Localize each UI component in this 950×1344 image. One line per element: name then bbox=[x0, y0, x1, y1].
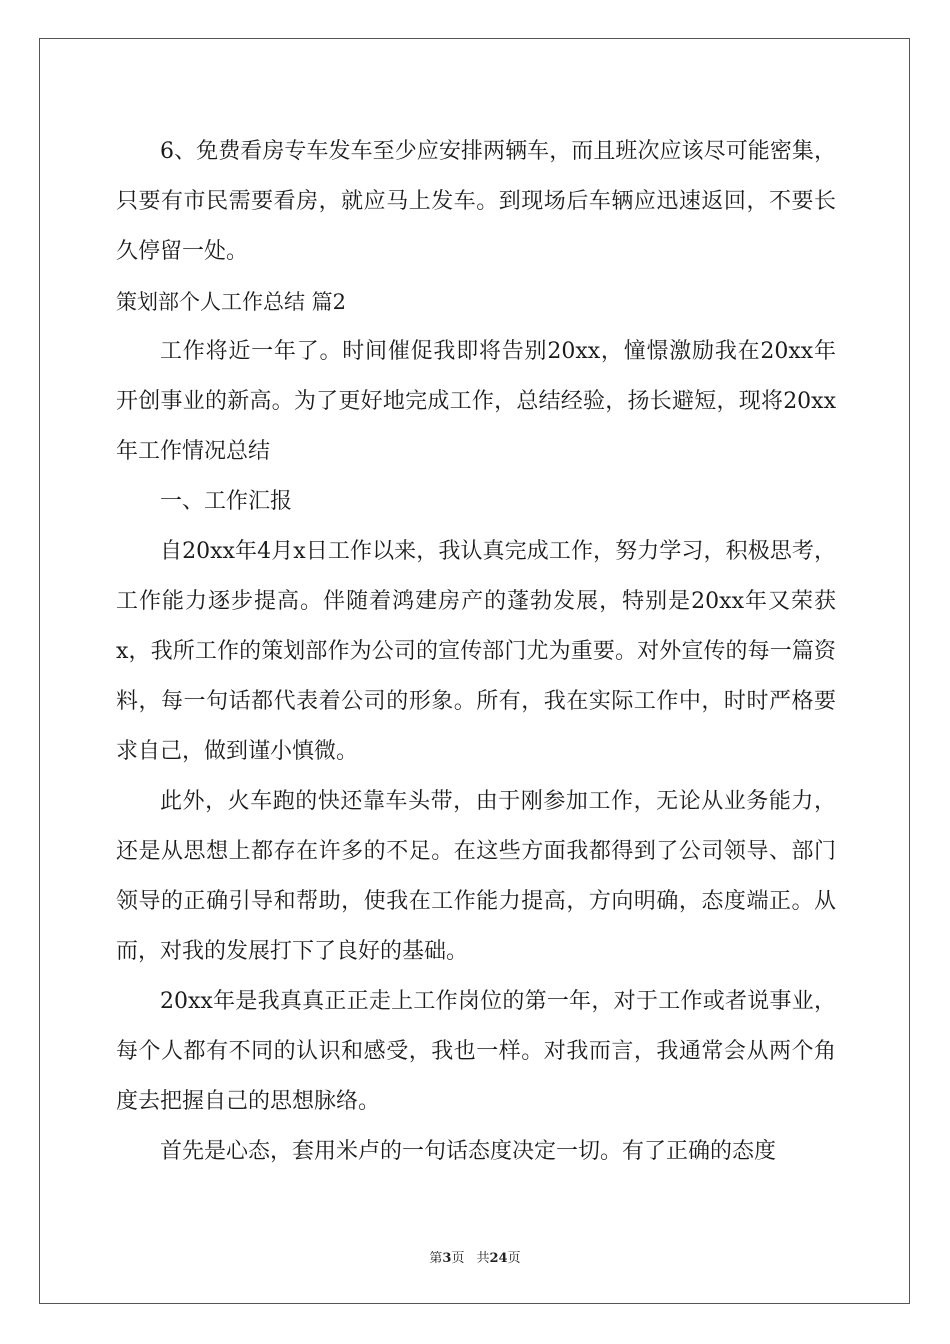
paragraph-guidance: 此外，火车跑的快还靠车头带，由于刚参加工作，无论从业务能力，还是从思想上都存在许多的不足。在这些方面我都得到了公司领导、部门领导的正确引导和帮助，使我在工作能力提高，方向明确，态度端正。从而，对我的发展打下了良好的基础。 bbox=[116, 789, 836, 964]
paragraph-work-since: 自20xx年4月x日工作以来，我认真完成工作，努力学习，积极思考，工作能力逐步提高。伴随着鸿建房产的蓬勃发展，特别是20xx年又荣获x，我所工作的策划部作为公司的宣传部门尤为重要。对外宣传的每一篇资料，每一句话都代表着公司的形象。所有，我在实际工作中，时时严格要求自己，做到谨小慎微。 bbox=[116, 539, 836, 764]
paragraph-attitude: 首先是心态，套用米卢的一句话态度决定一切。有了正确的态度 bbox=[160, 1139, 777, 1164]
current-page-number: 3 bbox=[442, 1251, 452, 1266]
footer-prefix: 第 bbox=[429, 1251, 443, 1266]
section-heading: 策划部个人工作总结 篇2 bbox=[116, 290, 347, 314]
total-pages-number: 24 bbox=[489, 1251, 508, 1266]
footer-total-suffix: 页 bbox=[507, 1251, 521, 1266]
footer-total-prefix: 共 bbox=[476, 1251, 490, 1266]
document-body bbox=[116, 127, 836, 1177]
footer-page-suffix: 页 bbox=[451, 1251, 465, 1266]
subheading-work-report: 一、工作汇报 bbox=[160, 489, 293, 514]
paragraph-item-6: 6、免费看房专车发车至少应安排两辆车，而且班次应该尽可能密集，只要有市民需要看房，就应马上发车。到现场后车辆应迅速返回，不要长久停留一处。 bbox=[116, 139, 836, 264]
paragraph-intro: 工作将近一年了。时间催促我即将告别20xx，憧憬激励我在20xx年开创事业的新高。为了更好地完成工作，总结经验，扬长避短，现将20xx年工作情况总结 bbox=[116, 339, 836, 464]
paragraph-first-year: 20xx年是我真真正正走上工作岗位的第一年，对于工作或者说事业，每个人都有不同的认识和感受，我也一样。对我而言，我通常会从两个角度去把握自己的思想脉络。 bbox=[116, 989, 836, 1114]
page-footer bbox=[0, 1247, 950, 1266]
